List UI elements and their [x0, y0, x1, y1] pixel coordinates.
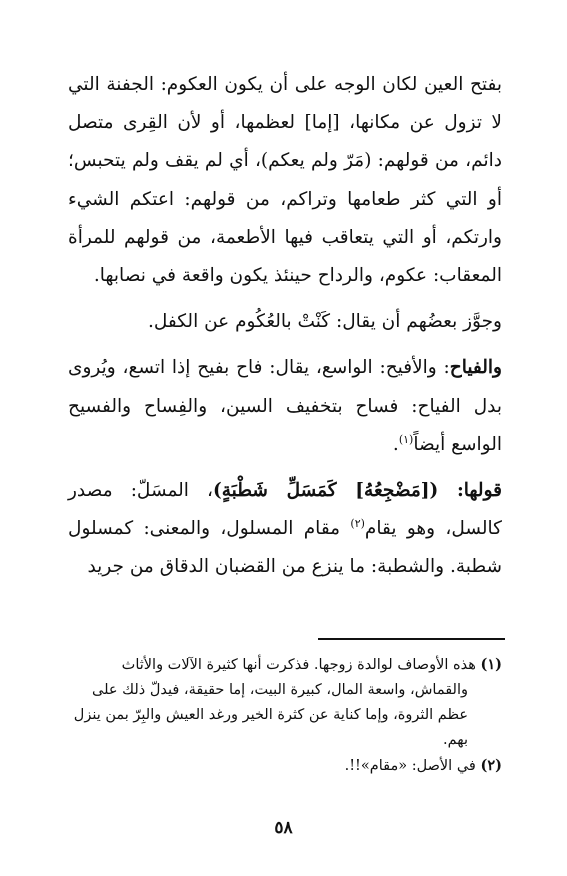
footnote-ref-2[interactable]: (٢) — [350, 517, 365, 531]
footnote-2-text: في الأصل: «مقام»!!. — [344, 758, 476, 774]
footnote-1-first-line — [68, 652, 502, 678]
footnote-2-number: (٢) — [480, 757, 502, 774]
term-madjaahu: قولها: ([مَضْجِعُهُ] كَمَسَلِّ شَطْبَةٍ) — [213, 480, 502, 502]
main-text — [68, 66, 502, 587]
paragraph-3 — [68, 349, 502, 464]
footnote-1-body: والقماش، واسعة المال، كبيرة البيت، إما حقيقة، فيدلّ ذلك على عظم الثروة، وإما كناية عن كثرة الخير ورغد العيش والبِرّ بمن ينزل بهم. — [73, 682, 468, 748]
footnote-2 — [68, 753, 502, 779]
paragraph-4-text-b: مقام المسلول، والمعنى: كمسلول شطبة. والشطبة: ما ينزع من القضبان الدقاق من جريد — [68, 518, 502, 578]
footnote-1-number: (١) — [480, 656, 502, 673]
paragraph-3-end: . — [392, 433, 399, 455]
term-fayyah: والفياح — [449, 357, 502, 379]
page-number: ٥٨ — [274, 818, 293, 838]
paragraph-4-text-a: ، المسَلّ: مصدر كالسل، وهو يقام — [68, 480, 502, 540]
footnotes — [68, 652, 502, 779]
paragraph-1: بفتح العين لكان الوجه على أن يكون العكوم: الجفنة التي لا تزول عن مكانها، [إما] لعظمها، أو لأن القِرى متصل دائم، من قولهم: (مَرّ ولم يعكم)، أي لم يقف ولم يتحبس؛ أو التي كثر طعامها وتراكم، من قولهم: اعتكم الشيء وارتكم، أو التي يتعاقب فيها الأطعمة، من قولهم للمرأة المعقاب: عكوم، والرداح حينئذ يكون واقعة في نصابها. — [68, 74, 502, 287]
paragraph-3-text: : والأفيح: الواسع، يقال: فاح بفيح إذا اتسع، ويُروى بدل الفياح: فساح بتخفيف السين، والفِساح والفسيح الواسع أيضاً — [68, 357, 502, 455]
paragraph-4 — [68, 472, 502, 587]
footnote-1-line1: هذه الأوصاف لوالدة زوجها. فذكرت أنها كثيرة الآلات والأثاث — [121, 657, 476, 673]
paragraph-2: وجوَّز بعضُهم أن يقال: كَنْتْ بالعُكُوم عن الكفل. — [147, 311, 502, 333]
footnote-ref-1[interactable]: (١) — [398, 432, 414, 446]
footnote-separator — [318, 638, 505, 640]
